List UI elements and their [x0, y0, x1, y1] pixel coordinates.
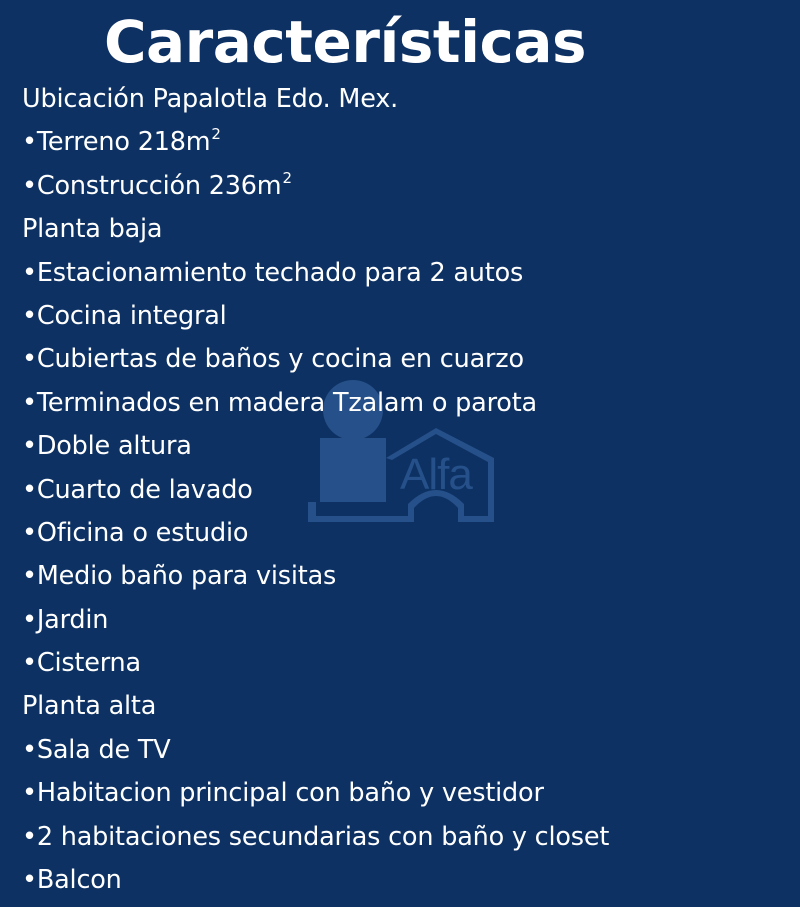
feature-line	[22, 816, 609, 859]
feature-text: •Estacionamiento techado para 2 autos	[22, 257, 524, 288]
feature-line	[22, 512, 609, 555]
feature-line	[22, 252, 609, 295]
feature-line	[22, 121, 609, 164]
feature-line	[22, 555, 609, 598]
feature-line	[22, 208, 609, 251]
feature-text: Planta alta	[22, 691, 157, 722]
feature-text: •Habitacion principal con baño y vestidor	[22, 778, 544, 809]
page-title: Características	[103, 8, 587, 76]
feature-text: •2 habitaciones secundarias con baño y closet	[22, 821, 610, 852]
feature-line	[22, 382, 609, 425]
feature-text: •Oficina o estudio	[22, 517, 249, 548]
superscript: 2	[211, 125, 221, 144]
feature-line	[22, 599, 609, 642]
feature-text: •Cocina integral	[22, 300, 227, 331]
features-list	[22, 78, 609, 902]
feature-line	[22, 685, 609, 728]
feature-text: •Sala de TV	[22, 734, 171, 765]
feature-line	[22, 642, 609, 685]
feature-text: •Cubiertas de baños y cocina en cuarzo	[22, 344, 524, 375]
feature-line	[22, 78, 609, 121]
feature-line	[22, 859, 609, 902]
feature-text: Ubicación Papalotla Edo. Mex.	[22, 84, 399, 114]
feature-line	[22, 469, 609, 512]
feature-text: •Balcon	[22, 865, 122, 896]
feature-text: •Medio baño para visitas	[22, 561, 337, 592]
feature-line	[22, 338, 609, 381]
feature-line	[22, 165, 609, 208]
feature-text: •Cuarto de lavado	[22, 474, 253, 505]
feature-text: •Cisterna	[22, 648, 141, 679]
feature-text: •Doble altura	[22, 431, 192, 462]
watermark-text: Alfa	[400, 450, 472, 499]
feature-line	[22, 729, 609, 772]
feature-line	[22, 772, 609, 815]
feature-text: •Construcción 236m	[22, 170, 282, 201]
feature-text: Planta baja	[22, 214, 163, 245]
feature-line	[22, 425, 609, 468]
feature-text: •Terminados en madera Tzalam o parota	[22, 387, 537, 418]
feature-line	[22, 295, 609, 338]
superscript: 2	[282, 168, 292, 187]
feature-text: •Terreno 218m	[22, 127, 211, 158]
feature-text: •Jardin	[22, 604, 109, 635]
